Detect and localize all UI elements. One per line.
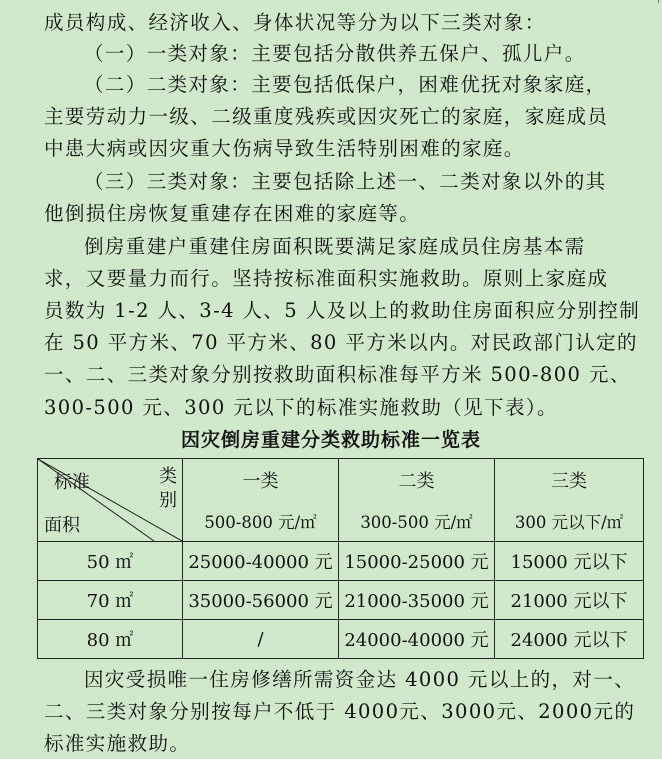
standard-cell-2: 300-500 元/㎡ [339, 501, 495, 542]
paragraph-line: 他倒损住房恢复重建存在困难的家庭等。 [44, 202, 421, 225]
paragraph-line: 成员构成、经济收入、身体状况等分为以下三类对象： [44, 11, 546, 34]
paragraph-line: 主要劳动力一级、二级重度残疾或因灾死亡的家庭，家庭成员 [44, 105, 609, 128]
table-cell: / [183, 620, 339, 659]
paragraph-line: 二、三类对象分别按每户不低于 4000元、3000元、2000元的 [44, 700, 636, 723]
paragraph-line: （一）一类对象：主要包括分散供养五保户、孤儿户。 [84, 42, 586, 65]
table-row [38, 542, 644, 581]
standard-cell-1: 500-800 元/㎡ [183, 501, 339, 542]
table-row [38, 581, 644, 620]
category-header-3: 三类 [495, 459, 644, 501]
table-cell: 25000-40000 元 [183, 542, 339, 581]
area-cell: 70 ㎡ [38, 581, 183, 620]
category-header-2: 二类 [339, 459, 495, 501]
corner-standard-label: 标准 [54, 472, 90, 493]
area-cell: 80 ㎡ [38, 620, 183, 659]
table-cell: 24000-40000 元 [339, 620, 495, 659]
table-cell: 15000 元以下 [495, 542, 644, 581]
corner-header-cell [38, 459, 183, 542]
corner-category-label: 类别 [159, 466, 177, 511]
paragraph-line: 因灾受损唯一住房修缮所需资金达 4000 元以上的，对一、 [84, 668, 636, 691]
paragraph-line: 员数为 1-2 人、3-4 人、5 人及以上的救助住房面积应分别控制 [44, 299, 641, 322]
table-title: 因灾倒房重建分类救助标准一览表 [180, 429, 481, 451]
table-cell: 21000 元以下 [495, 581, 644, 620]
table-header-row [38, 459, 644, 501]
paragraph-line: （三）三类对象：主要包括除上述一、二类对象以外的其 [84, 170, 607, 193]
paragraph-line: 在 50 平方米、70 平方米、80 平方米以内。对民政部门认定的 [44, 331, 638, 354]
corner-area-label: 面积 [44, 515, 80, 536]
table-cell: 35000-56000 元 [183, 581, 339, 620]
table-cell: 15000-25000 元 [339, 542, 495, 581]
area-cell: 50 ㎡ [38, 542, 183, 581]
table-row [38, 620, 644, 659]
page-corner-mark [658, 0, 662, 3]
standard-cell-3: 300 元以下/㎡ [495, 501, 644, 542]
category-header-1: 一类 [183, 459, 339, 501]
paragraph-line: 倒房重建户重建住房面积既要满足家庭成员住房基本需 [84, 235, 586, 258]
paragraph-line: 300-500 元、300 元以下的标准实施救助（见下表）。 [44, 396, 558, 419]
paragraph-line: 中患大病或因灾重大伤病导致生活特别困难的家庭。 [44, 137, 525, 160]
subsidy-standard-table [37, 458, 644, 659]
paragraph-line: 一、二、三类对象分别按救助面积标准每平方米 500-800 元、 [44, 363, 631, 386]
paragraph-line: （二）二类对象：主要包括低保户，困难优抚对象家庭， [84, 73, 607, 96]
table-cell: 21000-35000 元 [339, 581, 495, 620]
paragraph-line: 求，又要量力而行。坚持按标准面积实施救助。原则上家庭成 [44, 267, 609, 290]
table-cell: 24000 元以下 [495, 620, 644, 659]
paragraph-line: 标准实施救助。 [44, 732, 191, 755]
